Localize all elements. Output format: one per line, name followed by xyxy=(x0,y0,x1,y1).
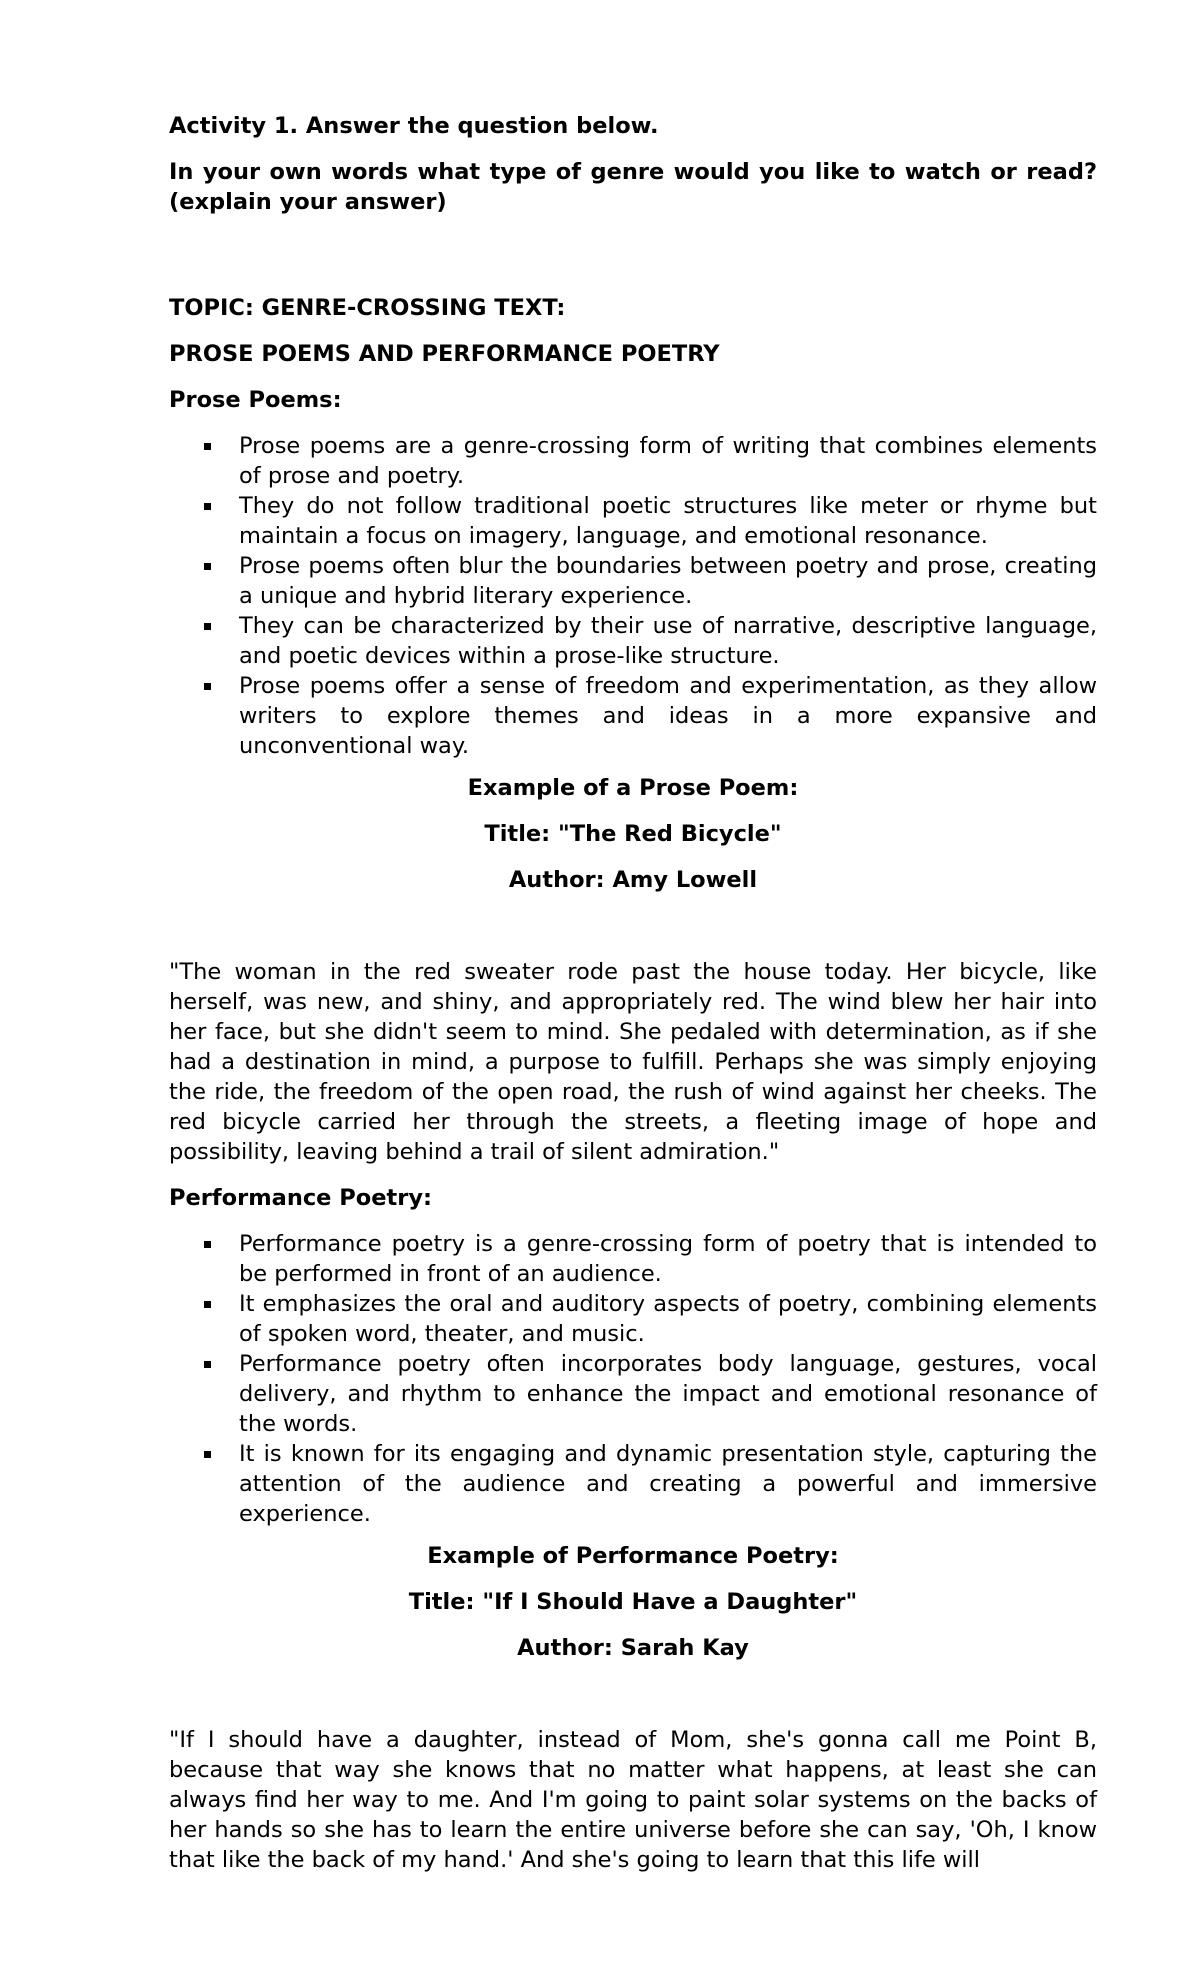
performance-example-title: Title: "If I Should Have a Daughter" xyxy=(408,1589,858,1615)
list-item: Performance poetry is a genre-crossing form of poetry that is intended to be performed in front of an audience. xyxy=(239,1229,1097,1289)
bullet-square-icon xyxy=(204,503,211,510)
performance-poetry-heading: Performance Poetry: xyxy=(169,1185,432,1211)
prose-poems-heading: Prose Poems: xyxy=(169,387,342,413)
activity-heading: Activity 1. Answer the question below. xyxy=(169,113,659,139)
list-item: Prose poems offer a sense of freedom and experimentation, as they allow writers to explore themes and ideas in a more expansive and unconventional way. xyxy=(239,671,1097,761)
bullet-square-icon xyxy=(204,1451,211,1458)
bullet-square-icon xyxy=(204,683,211,690)
topic-line-2: PROSE POEMS AND PERFORMANCE POETRY xyxy=(169,341,720,367)
list-item: Prose poems often blur the boundaries between poetry and prose, creating a unique and hybrid literary experience. xyxy=(239,551,1097,611)
topic-line-1: TOPIC: GENRE-CROSSING TEXT: xyxy=(169,295,566,321)
list-item: It is known for its engaging and dynamic presentation style, capturing the attention of the audience and creating a powerful and immersive experience. xyxy=(239,1439,1097,1529)
performance-example-author: Author: Sarah Kay xyxy=(517,1635,749,1661)
bullet-square-icon xyxy=(204,623,211,630)
bullet-square-icon xyxy=(204,1361,211,1368)
prose-example-author: Author: Amy Lowell xyxy=(508,867,758,893)
performance-example-text: "If I should have a daughter, instead of Mom, she's gonna call me Point B, because that way she knows that no matter what happens, at least she can always find her way to me. And I'm going to paint solar systems on the backs of her hands so she has to learn the entire universe before she can say, 'Oh, I know that like the back of my hand.' And she's going to learn that this life will xyxy=(169,1727,1097,1873)
bullet-square-icon xyxy=(204,1301,211,1308)
list-item: They do not follow traditional poetic structures like meter or rhyme but maintain a focus on imagery, language, and emotional resonance. xyxy=(239,491,1097,551)
list-item: Performance poetry often incorporates body language, gestures, vocal delivery, and rhythm to enhance the impact and emotional resonance of the words. xyxy=(239,1349,1097,1439)
prose-example-title: Title: "The Red Bicycle" xyxy=(484,821,782,847)
bullet-square-icon xyxy=(204,563,211,570)
prose-poems-list xyxy=(169,431,1097,761)
list-item: Prose poems are a genre-crossing form of writing that combines elements of prose and poetry. xyxy=(239,431,1097,491)
prose-example-heading: Example of a Prose Poem: xyxy=(467,775,799,801)
document-body xyxy=(169,111,1097,1875)
list-item: They can be characterized by their use of narrative, descriptive language, and poetic devices within a prose-like structure. xyxy=(239,611,1097,671)
activity-question: In your own words what type of genre would you like to watch or read?(explain your answer) xyxy=(169,159,1097,215)
performance-poetry-list xyxy=(169,1229,1097,1529)
list-item: It emphasizes the oral and auditory aspects of poetry, combining elements of spoken word, theater, and music. xyxy=(239,1289,1097,1349)
bullet-square-icon xyxy=(204,1241,211,1248)
prose-example-text: "The woman in the red sweater rode past the house today. Her bicycle, like herself, was new, and shiny, and appropriately red. The wind blew her hair into her face, but she didn't seem to mind. She pedaled with determination, as if she had a destination in mind, a purpose to fulfill. Perhaps she was simply enjoying the ride, the freedom of the open road, the rush of wind against her cheeks. The red bicycle carried her through the streets, a fleeting image of hope and possibility, leaving behind a trail of silent admiration." xyxy=(169,959,1097,1165)
performance-example-heading: Example of Performance Poetry: xyxy=(427,1543,839,1569)
bullet-square-icon xyxy=(204,443,211,450)
